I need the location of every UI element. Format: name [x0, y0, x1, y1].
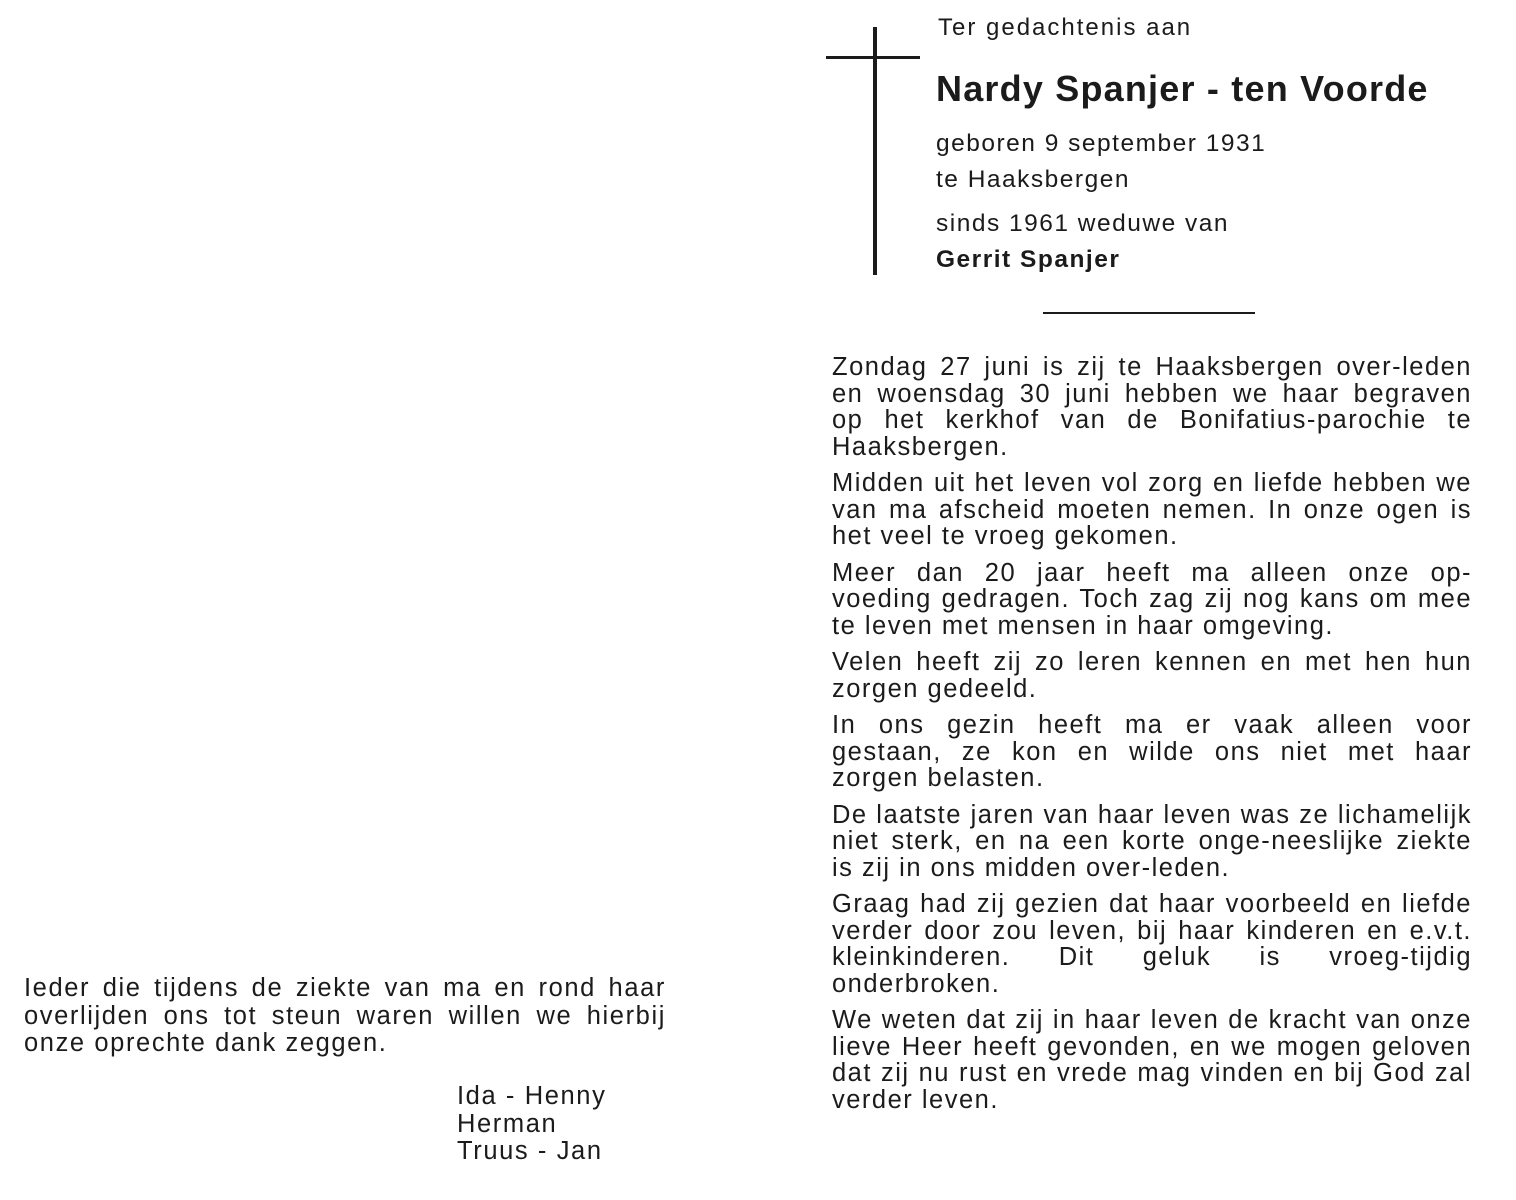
birth-place: te Haaksbergen [936, 166, 1130, 193]
cross-icon [873, 27, 877, 275]
cross-icon-bar [826, 56, 920, 59]
paragraph: De laatste jaren van haar leven was ze lichamelijk niet sterk, en na een korte onge-neeslijke ziekte is zij in ons midden over-leden. [832, 800, 1472, 882]
widow-line: sinds 1961 weduwe van [936, 210, 1230, 237]
birth-date: geboren 9 september 1931 [936, 130, 1267, 157]
deceased-name: Nardy Spanjer - ten Voorde [936, 68, 1429, 109]
signatures [457, 1083, 606, 1166]
divider [1043, 312, 1255, 314]
paragraph: Midden uit het leven vol zorg en liefde hebben we van ma afscheid moeten nemen. In onze ogen is het veel te vroeg gekomen. [832, 469, 1472, 550]
paragraph: Graag had zij gezien dat haar voorbeeld en liefde verder door zou leven, bij haar kinderen en e.v.t. kleinkinderen. Dit geluk is vroeg-tijdig onderbroken. [832, 890, 1472, 998]
biography [832, 354, 1472, 1123]
paragraph: Velen heeft zij zo leren kennen en met hen hun zorgen gedeeld. [832, 648, 1472, 703]
paragraph: In ons gezin heeft ma er vaak alleen voor gestaan, ze kon en wilde ons niet met haar zorgen belasten. [832, 711, 1472, 792]
signature-line: Ida - Henny [457, 1082, 607, 1110]
paragraph: Zondag 27 juni is zij te Haaksbergen over-leden en woensdag 30 juni hebben we haar begraven op het kerkhof van de Bonifatius-parochie te Haaksbergen. [832, 353, 1472, 461]
paragraph: We weten dat zij in haar leven de kracht van onze lieve Heer heeft gevonden, en we mogen geloven dat zij nu rust en vrede mag vinden en bij God zal verder leven. [832, 1006, 1472, 1114]
signature-line: Herman [457, 1109, 558, 1138]
intro-heading [938, 14, 1192, 40]
signature-line: Truus - Jan [457, 1137, 603, 1165]
intro-text: Ter gedachtenis aan [938, 14, 1193, 40]
thanks-text: Ieder die tijdens de ziekte van ma en rond haar overlijden ons tot steun waren willen we hierbij onze oprechte dank zeggen. [24, 974, 666, 1057]
husband-name: Gerrit Spanjer [936, 246, 1121, 273]
paragraph: Meer dan 20 jaar heeft ma alleen onze op-voeding gedragen. Toch zag zij nog kans om mee te leven met mensen in haar omgeving. [832, 558, 1472, 640]
